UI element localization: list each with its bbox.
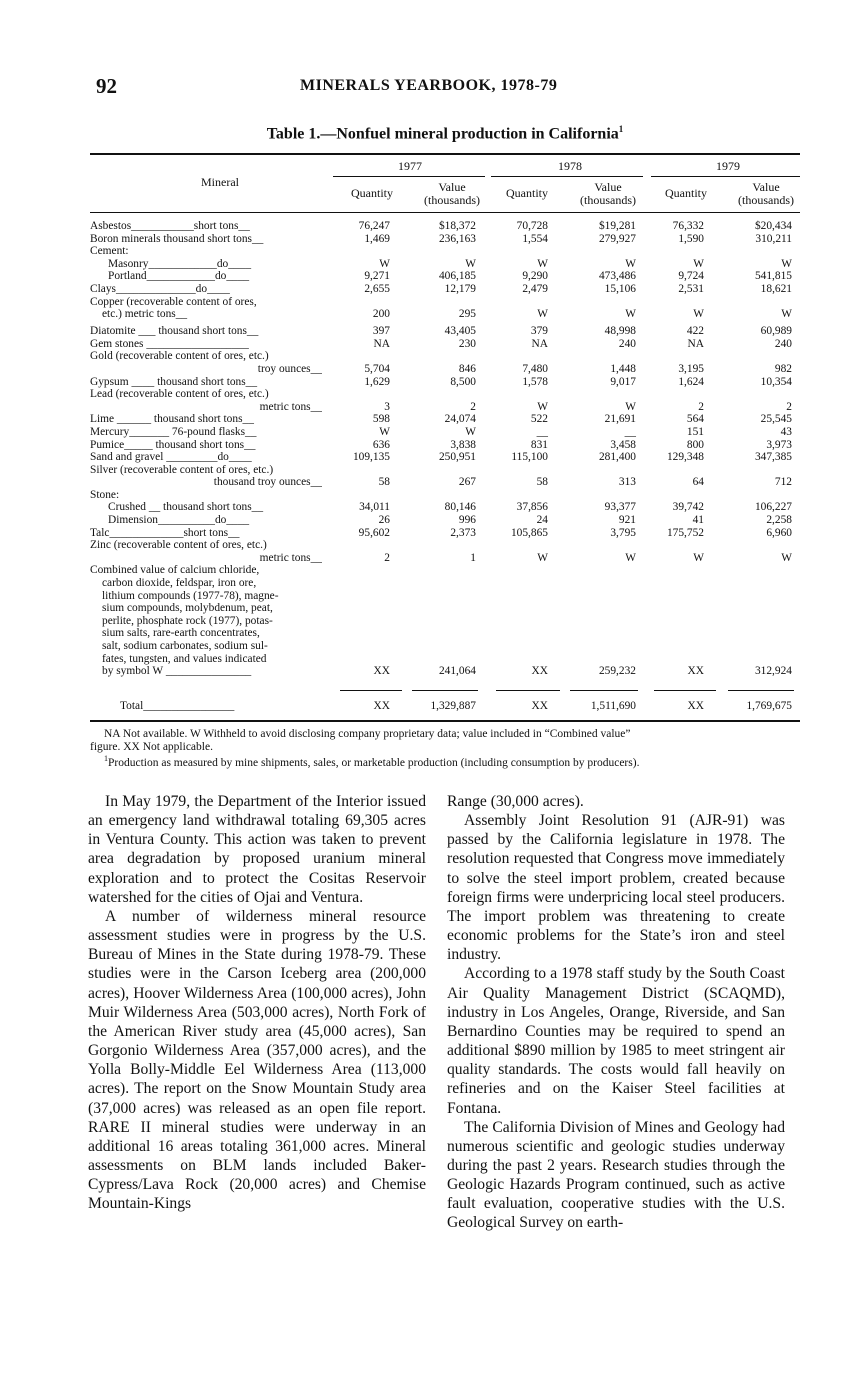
total-1979-quantity: XX bbox=[687, 700, 704, 712]
value-header-label: Value bbox=[752, 180, 780, 194]
table-top-rule bbox=[90, 153, 800, 155]
footnote-line-1: NA Not available. W Withheld to avoid disclosing company proprietary data; value included in “Combined value” bbox=[104, 728, 631, 740]
table-row bbox=[90, 363, 800, 376]
total-row bbox=[90, 700, 800, 713]
year-1979-rule bbox=[651, 176, 800, 177]
table-row bbox=[90, 602, 800, 615]
mineral-label: Zinc (recoverable content of ores, etc.) bbox=[90, 539, 267, 552]
cell-1979-value: 6,960 bbox=[766, 526, 792, 539]
cell-1979-value: 541,815 bbox=[754, 270, 792, 283]
cell-1979-value: 106,227 bbox=[754, 501, 792, 514]
cell-1979-quantity: 76,332 bbox=[672, 220, 704, 232]
cell-1979-quantity: 129,348 bbox=[666, 451, 704, 464]
cell-1977-value: 1 bbox=[470, 551, 476, 564]
table-row bbox=[90, 514, 800, 527]
cell-1977-quantity: 76,247 bbox=[358, 220, 390, 232]
mineral-label: sium compounds, molybdenum, peat, bbox=[102, 602, 273, 615]
table-row bbox=[90, 464, 800, 477]
mineral-label: Mercury_______ 76-pound flasks__ bbox=[90, 425, 257, 438]
cell-1977-value: 267 bbox=[458, 476, 476, 489]
table-row bbox=[90, 338, 800, 351]
cell-1978-value: 93,377 bbox=[604, 501, 636, 514]
cell-1978-quantity: NA bbox=[531, 337, 548, 350]
table-row bbox=[90, 552, 800, 565]
cell-1979-quantity: 1,590 bbox=[678, 232, 704, 245]
cell-1977-value: 3,838 bbox=[450, 438, 476, 451]
year-1978-rule bbox=[491, 176, 643, 177]
table-row bbox=[90, 640, 800, 653]
cell-1977-value: $18,372 bbox=[438, 220, 476, 232]
cell-1978-value: W bbox=[625, 551, 636, 564]
total-rule-1977-val bbox=[412, 690, 478, 691]
total-rule-1977-qty bbox=[340, 690, 402, 691]
value-header-1979 bbox=[726, 181, 806, 207]
cell-1978-value: 3,795 bbox=[610, 526, 636, 539]
value-header-1978 bbox=[568, 181, 648, 207]
cell-1979-value: 310,211 bbox=[755, 232, 792, 245]
cell-1978-value: W bbox=[625, 257, 636, 270]
mineral-label: sium salts, rare-earth concentrates, bbox=[102, 627, 260, 640]
cell-1977-value: 241,064 bbox=[438, 665, 476, 678]
cell-1977-quantity: 5,704 bbox=[364, 362, 390, 375]
cell-1978-value: 15,106 bbox=[604, 282, 636, 295]
cell-1977-value: 846 bbox=[458, 362, 476, 375]
mineral-label: Copper (recoverable content of ores, bbox=[90, 295, 257, 308]
cell-1978-value: 473,486 bbox=[598, 270, 636, 283]
mineral-label: Asbestos___________short tons__ bbox=[90, 220, 250, 232]
total-rule-1978-qty bbox=[496, 690, 560, 691]
cell-1979-quantity: 2 bbox=[698, 400, 704, 413]
table-row bbox=[90, 376, 800, 389]
cell-1977-value: 2 bbox=[470, 400, 476, 413]
cell-1977-quantity: 109,135 bbox=[352, 451, 390, 464]
cell-1977-value: 8,500 bbox=[450, 375, 476, 388]
table-row bbox=[90, 577, 800, 590]
table-row-total bbox=[90, 700, 800, 713]
table-title-footnote-mark: 1 bbox=[618, 124, 624, 134]
cell-1978-quantity: W bbox=[537, 400, 548, 413]
cell-1977-value: W bbox=[465, 425, 476, 438]
mineral-label: Boron minerals thousand short tons__ bbox=[90, 232, 264, 245]
mineral-label: Portland____________do____ bbox=[108, 270, 250, 283]
cell-1977-quantity: 200 bbox=[372, 308, 390, 321]
table-body bbox=[90, 220, 800, 678]
cell-1978-quantity: __ bbox=[536, 425, 548, 438]
mineral-label: Combined value of calcium chloride, bbox=[90, 564, 260, 577]
cell-1977-value: 43,405 bbox=[444, 324, 476, 337]
table-row bbox=[90, 615, 800, 628]
mineral-label: carbon dioxide, feldspar, iron ore, bbox=[102, 577, 257, 590]
cell-1978-quantity: 1,578 bbox=[522, 375, 548, 388]
cell-1979-value: 712 bbox=[774, 476, 792, 489]
cell-1979-quantity: 1,624 bbox=[678, 375, 704, 388]
cell-1979-quantity: NA bbox=[687, 337, 704, 350]
cell-1977-quantity: W bbox=[379, 257, 390, 270]
page-number: 92 bbox=[96, 74, 117, 98]
header-bottom-rule bbox=[90, 212, 800, 213]
cell-1977-quantity: 58 bbox=[378, 476, 390, 489]
table-row bbox=[90, 401, 800, 414]
cell-1978-quantity: 105,865 bbox=[510, 526, 548, 539]
total-1977-quantity: XX bbox=[373, 700, 390, 712]
cell-1978-quantity: 379 bbox=[530, 324, 548, 337]
cell-1979-quantity: W bbox=[693, 257, 704, 270]
cell-1979-quantity: W bbox=[693, 308, 704, 321]
mineral-label: Crushed __ thousand short tons__ bbox=[108, 501, 264, 514]
cell-1979-quantity: 800 bbox=[686, 438, 704, 451]
cell-1977-value: 295 bbox=[458, 308, 476, 321]
paragraph: Assembly Joint Resolution 91 (AJR-91) was passed by the California legislature in 1978. The resolution requested that Congress move immediately to solve the steel import problem, created because foreign firms were underpricing local steel producers. The import problem was threatening to create economic problems for the State’s iron and steel industry. bbox=[447, 812, 785, 964]
cell-1979-quantity: 41 bbox=[692, 514, 704, 527]
cell-1978-value: W bbox=[625, 308, 636, 321]
table-row bbox=[90, 451, 800, 464]
cell-1979-value: W bbox=[781, 551, 792, 564]
value-header-label: Value bbox=[594, 180, 622, 194]
total-rule-1979-val bbox=[728, 690, 794, 691]
quantity-header-1979: Quantity bbox=[665, 186, 707, 200]
cell-1978-value: 1,448 bbox=[610, 362, 636, 375]
cell-1977-value: 24,074 bbox=[444, 413, 476, 426]
table-row bbox=[90, 564, 800, 577]
cell-1977-quantity: 2 bbox=[384, 551, 390, 564]
table-row bbox=[90, 539, 800, 552]
quantity-header-1977: Quantity bbox=[351, 186, 393, 200]
cell-1979-quantity: 39,742 bbox=[672, 501, 704, 514]
cell-1979-quantity: XX bbox=[687, 665, 704, 678]
table-row bbox=[90, 426, 800, 439]
cell-1978-value: 921 bbox=[618, 514, 636, 527]
cell-1977-quantity: 26 bbox=[378, 514, 390, 527]
table-row bbox=[90, 245, 800, 258]
cell-1978-quantity: 522 bbox=[530, 413, 548, 426]
mineral-label: Dimension__________do____ bbox=[108, 514, 250, 527]
cell-1977-value: 230 bbox=[458, 337, 476, 350]
cell-1979-value: 10,354 bbox=[760, 375, 792, 388]
mineral-label: fates, tungsten, and values indicated bbox=[102, 652, 267, 665]
mineral-label: Clays______________do____ bbox=[90, 282, 230, 295]
mineral-label: Lead (recoverable content of ores, etc.) bbox=[90, 388, 269, 401]
cell-1977-value: 406,185 bbox=[438, 270, 476, 283]
total-1977-value: 1,329,887 bbox=[430, 700, 476, 712]
paragraph: A number of wilderness mineral resource assessment studies were in progress by the U.S. Bureau of Mines in the State during 1978-79. These studies were in the Carson Iceberg area (200,000 acres), Hoover Wilderness Area (100,000 acres), John Muir Wilderness Area (503,000 acres), North Fork of the American River study area (45,000 acres), San Gorgonio Wilderness Area (357,000 acres), and the Yolla Bolly-Middle Eel Wilderness Area (113,000 acres). The report on the Snow Mountain Study area (37,000 acres) was released as an open file report. RARE II mineral studies were underway in an additional 16 areas totaling 361,000 acres. Mineral assessments on BLM lands included Baker-Cypress/Lava Rock (20,000 acres) and Chemise Mountain-Kings bbox=[88, 907, 426, 1213]
cell-1978-quantity: 24 bbox=[536, 514, 548, 527]
year-1977-rule bbox=[333, 176, 485, 177]
footnote-text: Production as measured by mine shipments, sales, or marketable production (including consumption by producers). bbox=[108, 756, 640, 769]
cell-1979-value: 2 bbox=[786, 400, 792, 413]
cell-1978-quantity: 2,479 bbox=[522, 282, 548, 295]
cell-1977-quantity: 1,469 bbox=[364, 232, 390, 245]
cell-1979-quantity: W bbox=[693, 551, 704, 564]
mineral-label: Gypsum ____ thousand short tons__ bbox=[90, 375, 258, 388]
quantity-header-1978: Quantity bbox=[506, 186, 548, 200]
cell-1979-value: 25,545 bbox=[760, 413, 792, 426]
table-row bbox=[90, 220, 800, 233]
cell-1977-quantity: 3 bbox=[384, 400, 390, 413]
cell-1978-value: 240 bbox=[618, 337, 636, 350]
footnote-mark: 1 bbox=[104, 754, 108, 763]
cell-1977-quantity: 636 bbox=[372, 438, 390, 451]
total-1978-value: 1,511,690 bbox=[590, 700, 636, 712]
cell-1979-quantity: 151 bbox=[686, 425, 704, 438]
mineral-label: metric tons__ bbox=[259, 400, 322, 413]
cell-1978-value: 48,998 bbox=[604, 324, 636, 337]
cell-1979-quantity: 9,724 bbox=[678, 270, 704, 283]
cell-1978-value: 21,691 bbox=[604, 413, 636, 426]
cell-1978-value: 281,400 bbox=[598, 451, 636, 464]
paragraph: In May 1979, the Department of the Interior issued an emergency land withdrawal totaling 69,305 acres in Ventura County. This action was taken to prevent area degradation by proposed uranium mineral exploration and to protect the Cositas Reservoir watershed for the cities of Ojai and Ventura. bbox=[88, 793, 426, 906]
table-row bbox=[90, 665, 800, 678]
table-row bbox=[90, 233, 800, 246]
cell-1978-value: __ bbox=[624, 425, 636, 438]
table-row bbox=[90, 308, 800, 321]
cell-1977-value: 12,179 bbox=[444, 282, 476, 295]
mineral-label: thousand troy ounces__ bbox=[213, 476, 322, 489]
cell-1977-quantity: 9,271 bbox=[364, 270, 390, 283]
cell-1977-quantity: XX bbox=[373, 665, 390, 678]
body-column-left bbox=[88, 792, 426, 1213]
table-title-text: Table 1.—Nonfuel mineral production in California bbox=[266, 125, 619, 143]
value-header-unit: (thousands) bbox=[738, 193, 794, 207]
table-row bbox=[90, 476, 800, 489]
cell-1979-value: W bbox=[781, 308, 792, 321]
mineral-label: Pumice_____ thousand short tons__ bbox=[90, 438, 256, 451]
value-header-unit: (thousands) bbox=[580, 193, 636, 207]
cell-1977-value: 250,951 bbox=[438, 451, 476, 464]
table-row bbox=[90, 296, 800, 309]
cell-1979-value: 347,385 bbox=[754, 451, 792, 464]
year-header-1978: 1978 bbox=[558, 159, 582, 173]
cell-1978-quantity: 1,554 bbox=[522, 232, 548, 245]
cell-1978-quantity: 115,100 bbox=[511, 451, 548, 464]
cell-1978-value: 279,927 bbox=[598, 232, 636, 245]
value-header-label: Value bbox=[438, 180, 466, 194]
cell-1978-quantity: XX bbox=[531, 665, 548, 678]
total-rule-1979-qty bbox=[654, 690, 716, 691]
value-header-1977 bbox=[412, 181, 492, 207]
cell-1978-quantity: 70,728 bbox=[516, 220, 548, 232]
table-row bbox=[90, 527, 800, 540]
cell-1977-value: W bbox=[465, 257, 476, 270]
mineral-label: perlite, phosphate rock (1977), potas- bbox=[102, 614, 273, 627]
paragraph: According to a 1978 staff study by the South Coast Air Quality Management District (SCAQMD), industry in Los Angeles, Orange, Riverside, and San Bernardino Counties may be required to spend an additional $890 million by 1985 to meet stringent air quality standards. The costs would fall heavily on refineries and on the Kaiser Steel facilities at Fontana. bbox=[447, 965, 785, 1117]
cell-1979-quantity: 564 bbox=[686, 413, 704, 426]
cell-1979-quantity: 422 bbox=[686, 324, 704, 337]
footnote-line-2: figure. XX Not applicable. bbox=[90, 740, 213, 753]
year-header-1977: 1977 bbox=[398, 159, 422, 173]
mineral-label: Talc_____________short tons__ bbox=[90, 526, 240, 539]
cell-1977-value: 236,163 bbox=[438, 232, 476, 245]
year-header-1979: 1979 bbox=[716, 159, 740, 173]
mineral-label: troy ounces__ bbox=[257, 362, 322, 375]
mineral-label: Diatomite ___ thousand short tons__ bbox=[90, 324, 259, 337]
table-row bbox=[90, 258, 800, 271]
cell-1978-value: 313 bbox=[618, 476, 636, 489]
footnote-line-3 bbox=[90, 753, 800, 769]
paragraph: The California Division of Mines and Geology had numerous scientific and geologic studies underway during the past 2 years. Research studies through the Geologic Hazards Program continued, such as active fault evaluation, cooperative studies with the U.S. Geological Survey on earth- bbox=[447, 1118, 785, 1232]
total-rule-1978-val bbox=[570, 690, 638, 691]
cell-1978-quantity: 37,856 bbox=[516, 501, 548, 514]
total-1979-value: 1,769,675 bbox=[746, 700, 792, 712]
paragraph-continuation: Range (30,000 acres). bbox=[447, 793, 584, 810]
cell-1978-quantity: W bbox=[537, 308, 548, 321]
cell-1977-quantity: W bbox=[379, 425, 390, 438]
cell-1977-quantity: 1,629 bbox=[364, 375, 390, 388]
cell-1979-value: W bbox=[781, 257, 792, 270]
cell-1977-quantity: 34,011 bbox=[359, 501, 390, 514]
mineral-label: lithium compounds (1977-78), magne- bbox=[102, 589, 279, 602]
cell-1978-quantity: 7,480 bbox=[522, 362, 548, 375]
cell-1978-quantity: 58 bbox=[536, 476, 548, 489]
mineral-column-header: Mineral bbox=[201, 175, 239, 189]
value-header-unit: (thousands) bbox=[424, 193, 480, 207]
cell-1978-value: 9,017 bbox=[610, 375, 636, 388]
cell-1978-value: 259,232 bbox=[598, 665, 636, 678]
cell-1979-quantity: 64 bbox=[692, 476, 704, 489]
table-row bbox=[90, 653, 800, 666]
cell-1978-quantity: 9,290 bbox=[522, 270, 548, 283]
mineral-label: salt, sodium carbonates, sodium sul- bbox=[102, 640, 268, 652]
cell-1979-value: 240 bbox=[774, 337, 792, 350]
table-footnotes bbox=[90, 728, 800, 769]
body-column-right bbox=[447, 792, 785, 1233]
cell-1978-quantity: W bbox=[537, 257, 548, 270]
table-row bbox=[90, 283, 800, 296]
table-bottom-rule bbox=[90, 720, 800, 722]
total-label: Total________________ bbox=[120, 700, 235, 712]
cell-1979-value: 18,621 bbox=[760, 282, 792, 295]
cell-1977-quantity: 397 bbox=[372, 324, 390, 337]
cell-1977-value: 2,373 bbox=[450, 526, 476, 539]
table-row bbox=[90, 321, 800, 338]
cell-1978-value: 3,458 bbox=[610, 438, 636, 451]
cell-1979-quantity: 175,752 bbox=[666, 526, 704, 539]
table-row bbox=[90, 350, 800, 363]
cell-1977-quantity: 2,655 bbox=[364, 282, 390, 295]
cell-1977-quantity: NA bbox=[373, 337, 390, 350]
mineral-label: by symbol W _______________ bbox=[102, 665, 252, 678]
table-row bbox=[90, 489, 800, 502]
cell-1979-value: 60,989 bbox=[760, 324, 792, 337]
cell-1979-value: 2,258 bbox=[766, 514, 792, 527]
cell-1979-quantity: 3,195 bbox=[678, 362, 704, 375]
cell-1979-value: 312,924 bbox=[754, 665, 792, 678]
cell-1978-value: W bbox=[625, 400, 636, 413]
cell-1978-value: $19,281 bbox=[598, 220, 636, 232]
mineral-label: Lime ______ thousand short tons__ bbox=[90, 413, 254, 426]
cell-1979-value: 3,973 bbox=[766, 438, 792, 451]
table-row bbox=[90, 270, 800, 283]
mineral-label: Gold (recoverable content of ores, etc.) bbox=[90, 350, 269, 363]
cell-1977-quantity: 598 bbox=[372, 413, 390, 426]
cell-1979-value: $20,434 bbox=[754, 220, 792, 232]
mineral-label: Cement: bbox=[90, 245, 129, 258]
table-row bbox=[90, 388, 800, 401]
mineral-label: metric tons__ bbox=[259, 551, 322, 564]
mineral-label: Sand and gravel _________do____ bbox=[90, 451, 252, 464]
total-1978-quantity: XX bbox=[531, 700, 548, 712]
table-title bbox=[90, 124, 800, 143]
mineral-label: Gem stones __________________ bbox=[90, 337, 249, 350]
table-row bbox=[90, 627, 800, 640]
table-row bbox=[90, 501, 800, 514]
table-row bbox=[90, 439, 800, 452]
cell-1977-value: 80,146 bbox=[444, 501, 476, 514]
cell-1977-quantity: 95,602 bbox=[358, 526, 390, 539]
table-row bbox=[90, 590, 800, 603]
table-row bbox=[90, 413, 800, 426]
mineral-label: etc.) metric tons__ bbox=[102, 308, 188, 321]
mineral-label: Stone: bbox=[90, 488, 120, 501]
mineral-label: Masonry____________do____ bbox=[108, 257, 252, 270]
cell-1979-quantity: 2,531 bbox=[678, 282, 704, 295]
cell-1978-quantity: 831 bbox=[530, 438, 548, 451]
mineral-label: Silver (recoverable content of ores, etc.) bbox=[90, 463, 274, 476]
cell-1977-value: 996 bbox=[458, 514, 476, 527]
running-title: MINERALS YEARBOOK, 1978-79 bbox=[300, 77, 558, 94]
cell-1979-value: 982 bbox=[774, 362, 792, 375]
cell-1979-value: 43 bbox=[780, 425, 792, 438]
cell-1978-quantity: W bbox=[537, 551, 548, 564]
